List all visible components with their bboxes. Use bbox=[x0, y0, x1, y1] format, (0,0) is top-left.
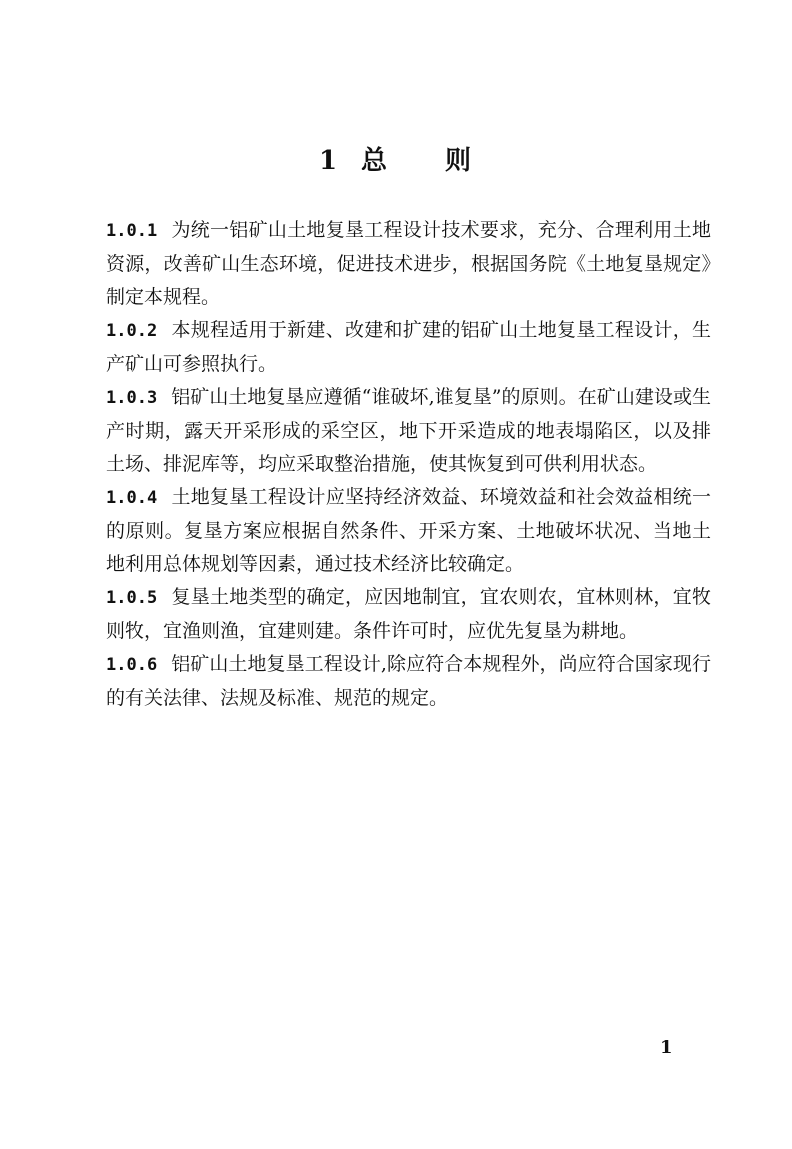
clause-number: 1.0.1 bbox=[106, 221, 158, 241]
clause-text: 复垦土地类型的确定，应因地制宜，宜农则农，宜林则林，宜牧则牧，宜渔则渔，宜建则建。条件许可时，应优先复垦为耕地。 bbox=[106, 586, 711, 642]
clause-number: 1.0.2 bbox=[106, 321, 158, 341]
clause-1-0-3 bbox=[106, 381, 711, 481]
chapter-title-word-2: 则 bbox=[445, 146, 474, 176]
clause-text: 本规程适用于新建、改建和扩建的铝矿山土地复垦工程设计，生产矿山可参照执行。 bbox=[106, 319, 711, 375]
clause-1-0-1 bbox=[106, 214, 711, 314]
clause-1-0-2 bbox=[106, 314, 711, 381]
clause-text: 土地复垦工程设计应坚持经济效益、环境效益和社会效益相统一的原则。复垦方案应根据自然条件、开采方案、土地破坏状况、当地土地利用总体规划等因素，通过技术经济比较确定。 bbox=[106, 486, 711, 575]
clause-text: 铝矿山土地复垦工程设计,除应符合本规程外，尚应符合国家现行的有关法律、法规及标准、规范的规定。 bbox=[106, 653, 711, 709]
chapter-title bbox=[0, 140, 792, 177]
chapter-title-word-1: 总 bbox=[361, 146, 390, 176]
clause-number: 1.0.3 bbox=[106, 388, 158, 408]
clause-list bbox=[106, 214, 711, 715]
clause-text: 为统一铝矿山土地复垦工程设计技术要求，充分、合理利用土地资源，改善矿山生态环境，促进技术进步，根据国务院《土地复垦规定》制定本规程。 bbox=[106, 219, 711, 308]
clause-1-0-6 bbox=[106, 648, 711, 715]
clause-1-0-5 bbox=[106, 581, 711, 648]
clause-text: 铝矿山土地复垦应遵循“谁破坏,谁复垦”的原则。在矿山建设或生产时期，露天开采形成的采空区，地下开采造成的地表塌陷区，以及排土场、排泥库等，均应采取整治措施，使其恢复到可供利用状态。 bbox=[106, 386, 711, 475]
clause-number: 1.0.4 bbox=[106, 488, 158, 508]
chapter-number: 1 bbox=[318, 146, 340, 176]
clause-1-0-4 bbox=[106, 481, 711, 581]
clause-number: 1.0.6 bbox=[106, 655, 158, 675]
page-number: 1 bbox=[660, 1037, 673, 1058]
clause-number: 1.0.5 bbox=[106, 588, 158, 608]
